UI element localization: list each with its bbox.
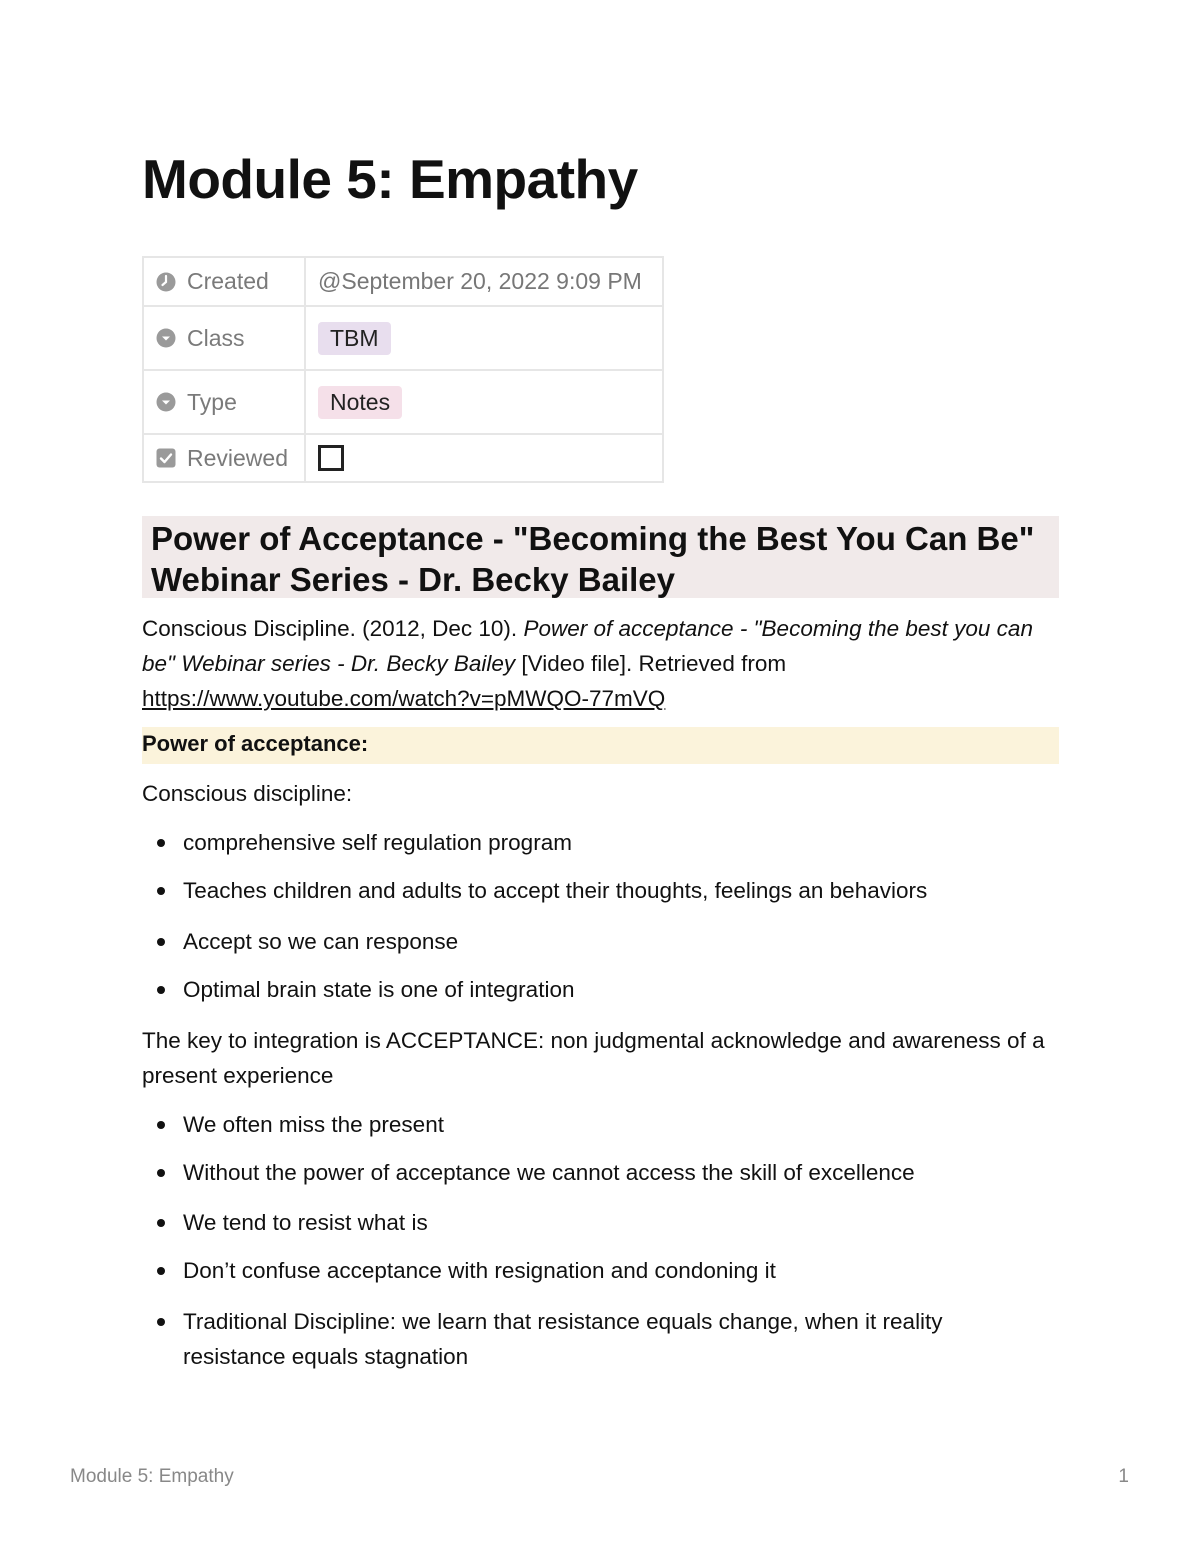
bullet-list-1: [142, 825, 1042, 1007]
property-row-class: [143, 306, 663, 370]
list-item: Traditional Discipline: we learn that resistance equals change, when it reality resistance equals stagnation: [142, 1304, 1042, 1374]
list-item: Optimal brain state is one of integration: [142, 972, 1042, 1007]
list-item: comprehensive self regulation program: [142, 825, 1042, 860]
section-heading-block: [142, 516, 1059, 598]
list-item: We often miss the present: [142, 1107, 1042, 1142]
select-icon: [155, 391, 177, 413]
property-label-class: Class: [187, 324, 245, 351]
properties-table: [142, 256, 664, 483]
created-value: @September 20, 2022 9:09 PM: [318, 268, 642, 294]
citation-retrieved: [Video file]. Retrieved from: [515, 651, 787, 676]
class-tag[interactable]: TBM: [318, 322, 391, 355]
section-heading: Power of Acceptance - "Becoming the Best You Can Be" Webinar Series - Dr. Becky Bailey: [151, 520, 1035, 598]
list-item: Don’t confuse acceptance with resignation and condoning it: [142, 1253, 1042, 1288]
highlight-block: [142, 727, 1059, 764]
list-item: Teaches children and adults to accept their thoughts, feelings an behaviors: [142, 873, 1042, 908]
key-paragraph: The key to integration is ACCEPTANCE: non judgmental acknowledge and awareness of a present experience: [142, 1028, 1045, 1088]
reviewed-checkbox[interactable]: [318, 445, 344, 471]
citation-paragraph: [142, 611, 1042, 716]
list-item: We tend to resist what is: [142, 1205, 1042, 1240]
list-item: Without the power of acceptance we cannot access the skill of excellence: [142, 1155, 1042, 1190]
highlight-text: Power of acceptance:: [142, 731, 369, 756]
property-row-created: [143, 257, 663, 306]
page-number: 1: [1118, 1466, 1129, 1487]
clock-icon: [155, 271, 177, 293]
select-icon: [155, 327, 177, 349]
property-label-reviewed: Reviewed: [187, 444, 288, 471]
footer-title: Module 5: Empathy: [70, 1466, 234, 1487]
intro-paragraph: Conscious discipline:: [142, 781, 353, 806]
property-label-created: Created: [187, 268, 269, 294]
list-item: Accept so we can response: [142, 924, 1042, 959]
property-label-type: Type: [187, 388, 237, 415]
page-title: Module 5: Empathy: [142, 148, 638, 210]
type-tag[interactable]: Notes: [318, 386, 402, 419]
citation-link[interactable]: https://www.youtube.com/watch?v=pMWQO-77mVQ: [142, 686, 666, 711]
citation-source: Conscious Discipline. (2012, Dec 10).: [142, 616, 524, 641]
checkbox-icon: [155, 447, 177, 469]
bullet-list-2: [142, 1107, 1042, 1374]
citation-title: Power of acceptance - "Becoming the best you can be" Webinar series - Dr. Becky Bailey: [142, 616, 1033, 676]
property-row-type: [143, 370, 663, 434]
property-row-reviewed: [143, 434, 663, 482]
